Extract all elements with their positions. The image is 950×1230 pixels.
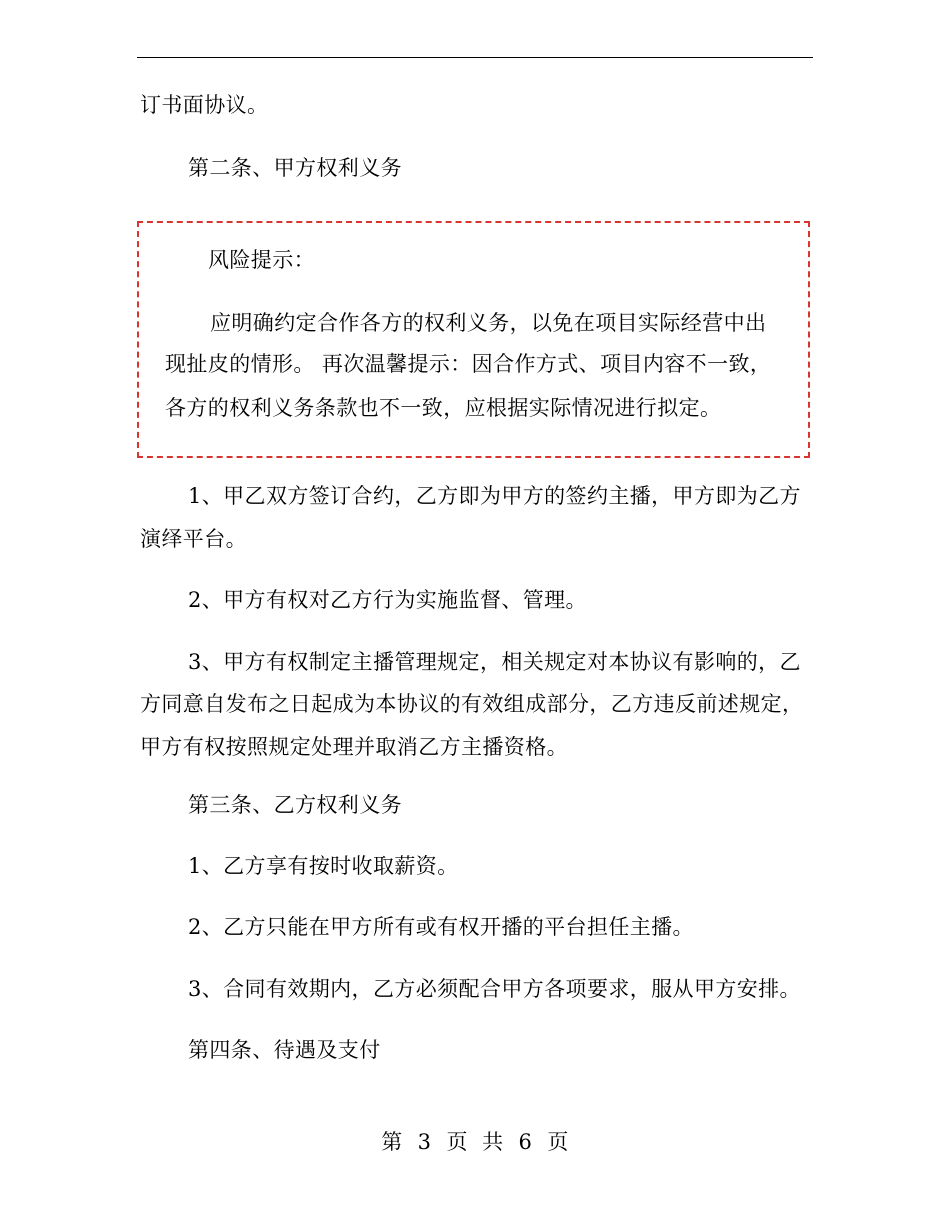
article-2-title: 第二条、甲方权利义务 — [188, 156, 402, 180]
footer-label: 页 — [547, 1130, 569, 1154]
paragraph-line: 甲方有权按照规定处理并取消乙方主播资格。 — [140, 735, 568, 759]
article-4-title: 第四条、待遇及支付 — [188, 1038, 381, 1062]
risk-notice-line: 各方的权利义务条款也不一致，应根据实际情况进行拟定。 — [165, 396, 722, 420]
paragraph-line: 订书面协议。 — [140, 93, 269, 117]
paragraph-line: 演绎平台。 — [140, 527, 247, 551]
current-page-number: 3 — [417, 1130, 432, 1154]
paragraph-line: 1、乙方享有按时收取薪资。 — [188, 854, 459, 878]
paragraph-line: 2、乙方只能在甲方所有或有权开播的平台担任主播。 — [188, 915, 694, 939]
paragraph-line: 3、甲方有权制定主播管理规定，相关规定对本协议有影响的，乙 — [188, 650, 801, 674]
page-footer — [0, 1128, 950, 1156]
paragraph-line: 3、合同有效期内，乙方必须配合甲方各项要求，服从甲方安排。 — [188, 977, 801, 1001]
header-rule — [137, 57, 813, 58]
paragraph-line: 方同意自发布之日起成为本协议的有效组成部分，乙方违反前述规定， — [140, 692, 804, 716]
risk-notice-title: 风险提示： — [208, 248, 315, 272]
article-3-title: 第三条、乙方权利义务 — [188, 793, 402, 817]
paragraph-line: 1、甲乙双方签订合约，乙方即为甲方的签约主播，甲方即为乙方 — [188, 484, 801, 508]
risk-notice-line: 应明确约定合作各方的权利义务，以免在项目实际经营中出 — [210, 311, 767, 335]
paragraph-line: 2、甲方有权对乙方行为实施监督、管理。 — [188, 588, 587, 612]
footer-label: 页 共 — [446, 1130, 504, 1154]
risk-notice-line: 现扯皮的情形。 再次温馨提示：因合作方式、项目内容不一致， — [165, 352, 772, 376]
total-pages-number: 6 — [518, 1130, 533, 1154]
footer-label: 第 — [381, 1130, 403, 1154]
